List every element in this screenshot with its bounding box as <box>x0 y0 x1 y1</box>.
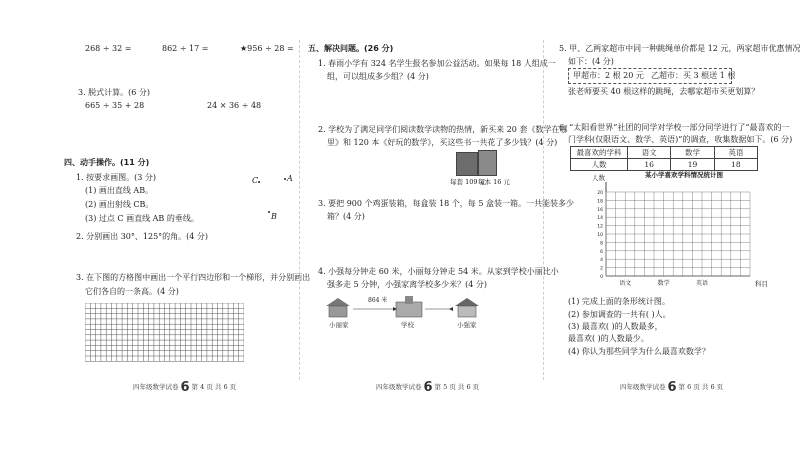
chart-categories <box>619 279 708 287</box>
q6-sub-3: (3) 最喜欢( )的人数最多， <box>568 322 663 331</box>
q2-text: 2. 分别画出 30°、125°的角。(4 分) <box>76 232 209 241</box>
footer-num: 6 <box>423 380 433 395</box>
table-cell: 人数 <box>571 159 628 171</box>
point-b <box>268 211 270 213</box>
xiaoqiang-house-icon <box>452 296 482 318</box>
footer-right: 第 4 页 共 6 页 <box>191 383 237 391</box>
chart-y-tick-label: 0 <box>600 275 603 280</box>
table-header-cell: 数学 <box>671 147 714 159</box>
price-label-2: 每本 16 元 <box>478 178 510 186</box>
chart-y-tick-label: 6 <box>600 249 603 255</box>
chart-y-tick-label: 4 <box>600 258 603 264</box>
q6-sub-1: (1) 完成上面的条形统计图。 <box>568 297 670 306</box>
q6-sub-4: 最喜欢( )的人数最少。 <box>568 334 649 343</box>
book-single-image <box>478 150 497 176</box>
page-divider-1 <box>299 40 300 380</box>
table-header-cell: 最喜欢的学科 <box>571 147 628 159</box>
chart-y-label: 人数 <box>592 174 605 182</box>
chart-y-tick-label: 16 <box>597 207 603 213</box>
p6-line-1: 6. “太阳看世界”社团的同学对学校一部分同学进行了“最喜欢的一 <box>559 123 790 132</box>
point-c-label: C <box>252 176 259 185</box>
q1-item-2: (2) 画出射线 CB。 <box>85 200 154 209</box>
p1-line-1: 1. 春雨小学有 324 名学生报名参加公益活动。如果每 18 人组成一 <box>318 59 556 68</box>
table-cell: 16 <box>628 159 671 171</box>
q1-item-1: (1) 画出直线 AB。 <box>85 186 154 195</box>
chart-category-label: 英语 <box>695 280 709 287</box>
p3-line-1: 3. 要把 900 个鸡蛋装箱，每盒装 18 个，每 5 盒装一箱。一共能装多少 <box>318 199 574 208</box>
q6-sub-5: (4) 你认为那些同学为什么最喜欢数学？ <box>568 347 710 356</box>
p5-line-1: 5. 甲、乙两家超市中同一种跳绳单价都是 12 元，两家超市优惠情况 <box>559 44 800 53</box>
p5-line-3: 张老师要买 40 根这样的跳绳，去哪家超市买更划算？ <box>568 87 760 96</box>
p4-line-2: 强多走 5 分钟，小强家离学校多少米？(4 分) <box>327 280 488 289</box>
book-set-image <box>456 152 478 176</box>
offer-a: 甲超市：2 根 20 元 <box>573 71 644 80</box>
q3-draw-line-2: 它们各自的一条高。(4 分) <box>85 287 179 296</box>
footer-left: 四年级数学试卷 <box>376 383 422 391</box>
chart-grid <box>606 182 750 276</box>
footer-num: 6 <box>180 380 190 395</box>
chart-y-tick-label: 14 <box>597 216 603 222</box>
footer-page-4 <box>133 380 236 395</box>
chart-y-tick-label: 10 <box>597 233 603 238</box>
q3-expr-1: 665 ÷ 35 + 28 <box>85 101 145 110</box>
distance-label: 864 米 <box>368 297 388 304</box>
place-school: 学校 <box>401 321 414 329</box>
footer-right: 第 5 页 共 6 页 <box>434 383 480 391</box>
calc-item-3: ★956 ÷ 28 = <box>240 44 294 53</box>
table-header-cell: 英语 <box>714 147 757 159</box>
q6-sub-2: (2) 参加调查的一共有( )人。 <box>568 310 671 319</box>
p2-line-2: 里》和 120 本《好玩的数学》，买这些书一共花了多少钱？(4 分) <box>327 138 558 147</box>
footer-num: 6 <box>667 380 677 395</box>
footer-right: 第 6 页 共 6 页 <box>678 383 724 391</box>
chart-y-tick-label: 12 <box>597 224 603 230</box>
chart-y-tick-label: 18 <box>597 199 603 205</box>
chart-title: 某小学喜欢学科情况统计图 <box>645 171 723 179</box>
table-cell: 19 <box>671 159 714 171</box>
chart-y-tick-label: 8 <box>600 241 603 247</box>
q3-title: 3. 脱式计算。(6 分) <box>78 88 151 97</box>
place-xiaoli: 小丽家 <box>329 321 349 329</box>
footer-page-5 <box>376 380 479 395</box>
q3-draw-line-1: 3. 在下图的方格图中画出一个平行四边形和一个梯形，并分别画出 <box>76 273 311 282</box>
calc-item-2: 862 ÷ 17 = <box>162 44 209 53</box>
price-label-1: 每套 109 元 <box>450 178 487 186</box>
q1-title: 1. 按要求画图。(3 分) <box>76 173 157 182</box>
chart-y-tick-label: 20 <box>597 191 603 196</box>
calc-item-1: 268 ÷ 32 = <box>85 44 132 53</box>
bar-chart[interactable] <box>580 168 770 293</box>
q3-expr-2: 24 × 36 ÷ 48 <box>207 101 262 110</box>
table-header-row <box>571 147 758 159</box>
chart-x-label: 科目 <box>755 280 768 288</box>
section-5-title: 五、解决问题。(26 分) <box>308 44 394 53</box>
p6-line-2: 门学科(仅限语文、数学、英语)”的调查，收集数据如下。(6 分) <box>568 135 793 144</box>
table-cell: 18 <box>714 159 757 171</box>
xiaoli-house-icon <box>323 296 353 318</box>
chart-category-label: 语文 <box>619 280 632 287</box>
chart-y-tick-label: 2 <box>600 266 603 272</box>
section-4-title: 四、动手操作。(11 分) <box>64 158 150 167</box>
offer-b: 乙超市：买 3 根送 1 根 <box>651 71 736 80</box>
point-b-label: B <box>271 212 277 221</box>
p2-line-1: 2. 学校为了满足同学们阅读数学读物的热情，新买来 20 套《数学在哪 <box>318 125 568 134</box>
p4-line-1: 4. 小强每分钟走 60 米，小丽每分钟走 54 米。从家到学校小丽比小 <box>318 267 559 276</box>
place-xiaoqiang: 小强家 <box>457 321 477 329</box>
point-c <box>258 181 260 183</box>
square-grid[interactable] <box>85 303 244 362</box>
footer-left: 四年级数学试卷 <box>620 383 666 391</box>
page-divider-2 <box>543 40 544 380</box>
point-a-label: A <box>287 174 293 183</box>
p5-line-2: 如下：(4 分) <box>568 57 614 66</box>
p1-line-2: 组，可以组成多少组？(4 分) <box>327 72 429 81</box>
point-a <box>284 178 286 180</box>
table-header-cell: 语文 <box>628 147 671 159</box>
chart-y-ticks <box>597 190 603 280</box>
chart-category-label: 数学 <box>657 280 670 287</box>
p3-line-2: 箱？(4 分) <box>327 212 365 221</box>
footer-left: 四年级数学试卷 <box>133 383 179 391</box>
footer-page-6 <box>620 380 723 395</box>
q1-item-3: (3) 过点 C 画直线 AB 的垂线。 <box>85 214 199 223</box>
